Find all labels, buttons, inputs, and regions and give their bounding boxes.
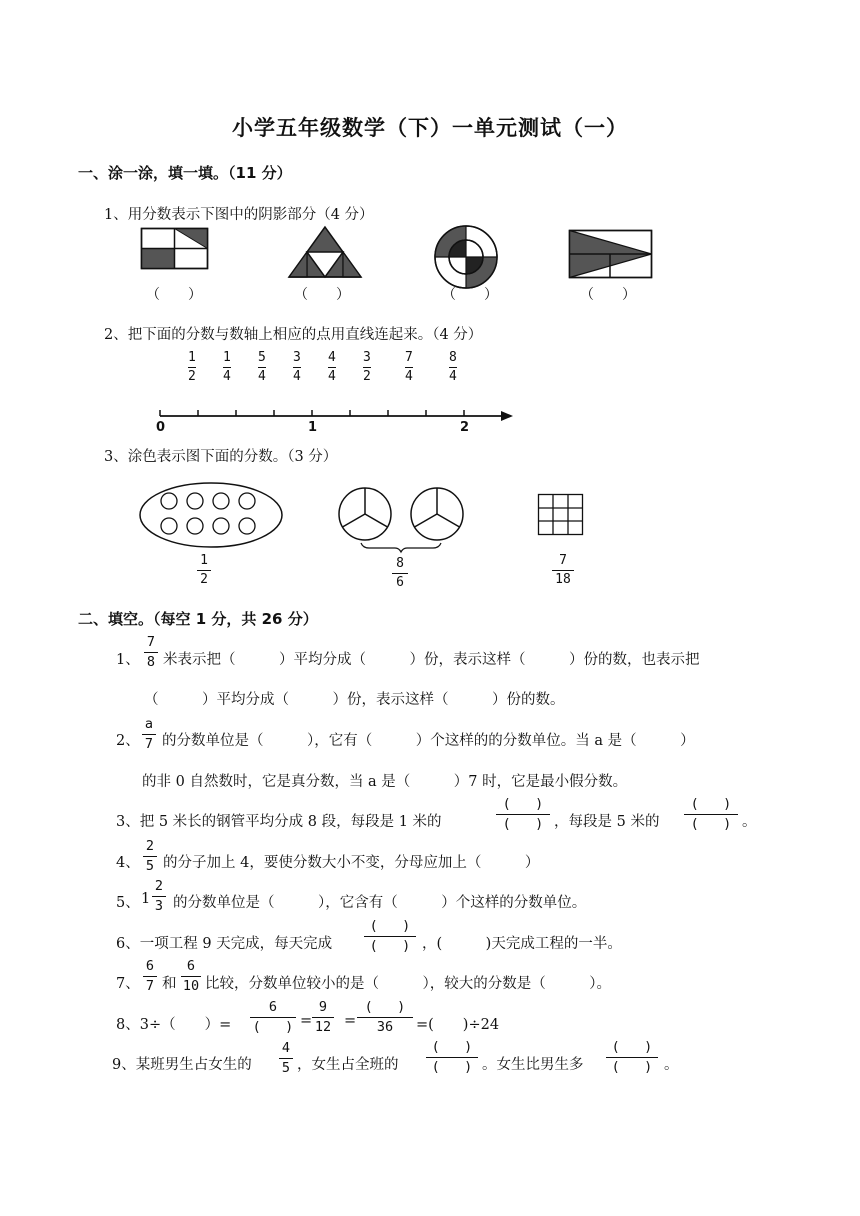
problem-9-text-d: 。 (664, 1057, 679, 1073)
figure-ring (433, 224, 499, 290)
answer-blank-1[interactable]: （ ） (146, 287, 202, 303)
answer-blank-4[interactable]: （ ） (580, 287, 636, 303)
problem-number: 5、 (116, 895, 140, 911)
fraction: 5 4 (258, 350, 266, 384)
fraction-blank[interactable]: ( ) ( ) (426, 1039, 478, 1076)
fraction-blank[interactable]: ( ) ( ) (496, 796, 550, 833)
fraction: 3 2 (363, 350, 371, 384)
question-1-1: 1、用分数表示下图中的阴影部分（4 分） (104, 207, 374, 223)
problem-6-text-a: 6、一项工程 9 天完成，每天完成 (116, 936, 333, 952)
problem-9-text-c: 。女生比男生多 (482, 1057, 584, 1073)
fraction: 2 3 (152, 878, 166, 915)
problem-6-text-b: ，( )天完成工程的一半。 (422, 936, 622, 952)
fraction: 8 6 (392, 556, 408, 591)
section-2-heading: 二、填空。（每空 1 分，共 26 分） (78, 610, 318, 628)
problem-number: 4、 (116, 855, 140, 871)
fraction: 7 8 (144, 634, 158, 671)
fraction: 3 4 (293, 350, 301, 384)
problem-number: 1、 (116, 652, 140, 668)
fraction: 7 4 (405, 350, 413, 384)
problem-3-text-b: ，每段是 5 米的 (554, 814, 660, 830)
problem-2-line-2: 的非 0 自然数时，它是真分数，当 a 是（ ）7 时，它是最小假分数。 (142, 774, 628, 790)
fraction: 7 18 (552, 553, 574, 588)
figure-rect-grid (141, 228, 209, 270)
fraction: 6 10 (182, 958, 200, 994)
answer-blank-2[interactable]: （ ） (294, 287, 350, 303)
problem-number: 2、 (116, 733, 140, 749)
problem-5-text: 的分数单位是（ ），它含有（ ）个这样的分数单位。 (173, 895, 587, 911)
fraction: 1 4 (223, 350, 231, 384)
equals-sign: = (344, 1013, 357, 1029)
page-title: 小学五年级数学（下）一单元测试（一） (232, 116, 628, 140)
problem-2-line-1: 的分数单位是（ ），它有（ ）个这样的的分数单位。当 a 是（ ） (162, 733, 695, 749)
problem-7-text: 比较，分数单位较小的是（ ），较大的分数是（ ）。 (205, 976, 611, 992)
fraction-blank[interactable]: ( ) ( ) (606, 1039, 658, 1076)
fraction-blank[interactable]: ( ) ( ) (364, 918, 416, 955)
section-1-heading: 一、涂一涂，填一填。（11 分） (78, 164, 292, 182)
figure-grid-3x3 (538, 494, 584, 536)
fraction: a 7 (142, 716, 156, 753)
mixed-whole: 1 (141, 891, 151, 907)
question-1-2: 2、把下面的分数与数轴上相应的点用直线连起来。（4 分） (104, 327, 483, 343)
answer-blank-3[interactable]: （ ） (442, 287, 498, 303)
problem-3-text-c: 。 (742, 814, 757, 830)
fraction: 1 2 (197, 553, 211, 588)
figure-triangle (288, 226, 363, 278)
problem-1-line-2: （ ）平均分成（ ）份，表示这样（ ）份的数。 (144, 692, 565, 708)
fraction: 6 ( ) (250, 999, 296, 1036)
problem-8-text-b: =( )÷24 (416, 1017, 500, 1033)
fraction: 2 5 (143, 838, 157, 875)
problem-number: 7、 (116, 976, 140, 992)
fraction: 9 12 (312, 999, 334, 1036)
axis-label-1: 1 (308, 420, 318, 435)
problem-3-text-a: 3、把 5 米长的钢管平均分成 8 段，每段是 1 米的 (116, 814, 442, 830)
axis-label-0: 0 (156, 420, 166, 435)
fraction: 1 2 (188, 350, 196, 384)
problem-4-text: 的分子加上 4，要使分数大小不变，分母应加上（ ） (163, 855, 540, 871)
figure-oval-circles (138, 481, 284, 549)
fraction: 4 4 (328, 350, 336, 384)
equals-sign: = (300, 1013, 313, 1029)
fraction[interactable]: ( ) 36 (357, 999, 413, 1036)
axis-label-2: 2 (460, 420, 470, 435)
figure-rect-triangle (569, 230, 653, 279)
fraction: 6 7 (143, 958, 157, 995)
problem-8-text-a: 8、3÷（ ）= (116, 1017, 232, 1033)
question-1-3: 3、涂色表示图下面的分数。（3 分） (104, 449, 338, 465)
problem-1-line-1: 米表示把（ ）平均分成（ ）份，表示这样（ ）份的数，也表示把 (163, 652, 700, 668)
problem-9-text-b: ，女生占全班的 (297, 1057, 399, 1073)
fraction: 4 5 (279, 1040, 293, 1077)
problem-9-text-a: 9、某班男生占女生的 (112, 1057, 252, 1073)
figure-two-circles (337, 487, 465, 553)
fraction: 8 4 (449, 350, 457, 384)
fraction-blank[interactable]: ( ) ( ) (684, 796, 738, 833)
and-word: 和 (162, 976, 177, 992)
